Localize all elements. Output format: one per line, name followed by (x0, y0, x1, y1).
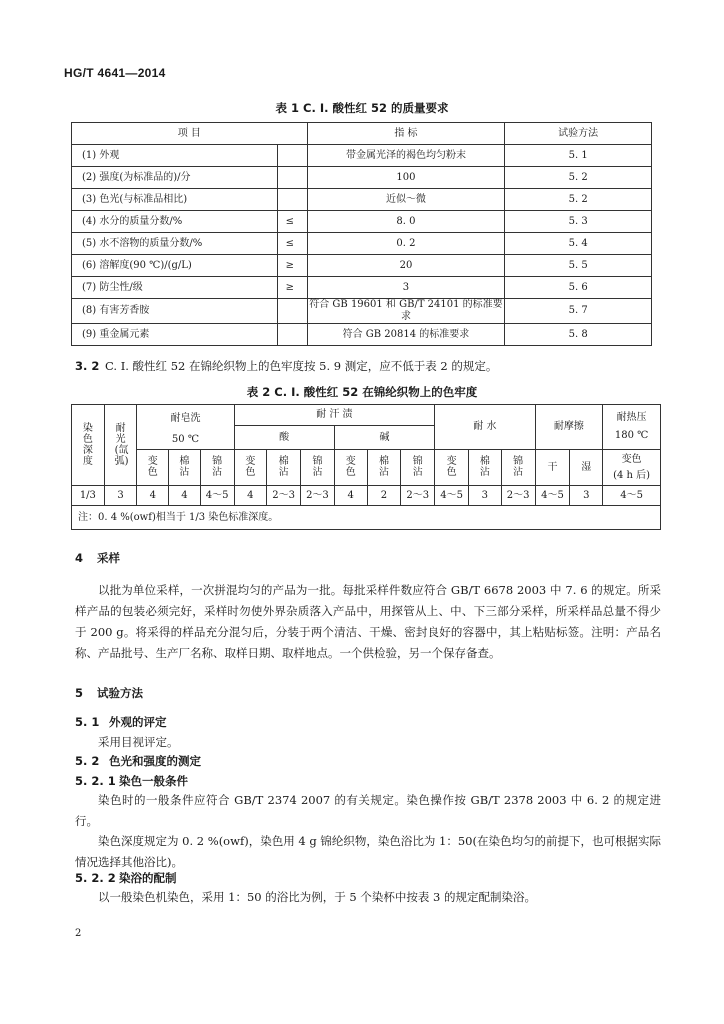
t2-cell: 4 (234, 486, 267, 506)
t2-subheader-heat: 变色 (4 h 后) (603, 450, 661, 486)
page-number: 2 (75, 928, 82, 939)
t2-cell: 2 (367, 486, 401, 506)
section-4-body: 以批为单位采样，一次拼混均匀的产品为一批。每批采样件数应符合 GB/T 6678 2003 中 7. 6 的规定。所采样产品的包装必须完好，采样时勿使外界杂质落入产品中，用探管从上、中、下三部分采样，所采样品总量不得少于 200 g。将采得的样品充分混匀后，分装于两个清洁、干燥、密封良好的容器中，其上粘贴标签。注明：产品名称、产品批号、生产厂名称、取样日期、取样地点。一个供检验，另一个保存备查。 (75, 583, 661, 660)
t2-subheader: 锦沾 (301, 450, 335, 486)
table1-test-method: 5. 2 (505, 167, 652, 189)
section-5-2-1-body-a: 染色时的一般条件应符合 GB/T 2374 2007 的有关规定。染色操作按 GB/T 2378 2003 中 6. 2 的规定进行。 (75, 793, 661, 828)
t2-subheader: 干 (535, 450, 570, 486)
t2-note: 注：0. 4 %(owf)相当于 1/3 染色标准深度。 (72, 506, 661, 530)
table1-row (72, 145, 652, 167)
table1-caption: 表 1 C. I. 酸性红 52 的质量要求 (275, 101, 449, 115)
table1-header-method: 试验方法 (505, 123, 652, 145)
table1-item: (2) 强度(为标准品的)/分 (72, 167, 278, 189)
t2-cell: 4～5 (603, 486, 661, 506)
table1-item: (9) 重金属元素 (72, 324, 278, 346)
table1-item: (3) 色光(与标准品相比) (72, 189, 278, 211)
t2-subheader: 变色 (137, 450, 169, 486)
table1-header-item: 项 目 (72, 123, 308, 145)
section-5-heading: 5 试验方法 (75, 686, 143, 700)
t2-header-alkali: 碱 (334, 426, 434, 450)
table1-item: (7) 防尘性/级 (72, 277, 278, 299)
table1-spec-value: 符合 GB 19601 和 GB/T 24101 的标准要求 (307, 299, 505, 324)
t2-subheader: 变色 (334, 450, 367, 486)
table1-spec-value: 20 (307, 255, 505, 277)
table1-row (72, 233, 652, 255)
standard-number-header: HG/T 4641—2014 (64, 66, 166, 80)
table1-test-method: 5. 5 (505, 255, 652, 277)
table1-limit-symbol (277, 324, 307, 346)
table1-spec-value: 3 (307, 277, 505, 299)
table1-test-method: 5. 1 (505, 145, 652, 167)
t2-header-sweat: 耐 汗 渍 (234, 405, 435, 426)
table1-limit-symbol: ≤ (277, 211, 307, 233)
table1-limit-symbol: ≤ (277, 233, 307, 255)
table1-limit-symbol: ≥ (277, 255, 307, 277)
section-5-2-heading: 5. 2 色光和强度的测定 (75, 754, 201, 768)
t2-header-acid: 酸 (234, 426, 334, 450)
t2-cell: 4～5 (200, 486, 234, 506)
t2-cell: 4 (137, 486, 169, 506)
t2-cell: 4～5 (535, 486, 570, 506)
table1-test-method: 5. 4 (505, 233, 652, 255)
table1-row (72, 189, 652, 211)
table1-row (72, 299, 652, 324)
table1-item: (4) 水分的质量分数/% (72, 211, 278, 233)
table1-spec-value: 符合 GB 20814 的标准要求 (307, 324, 505, 346)
t2-header-rub: 耐摩擦 (535, 405, 603, 450)
section-5-1-body: 采用目视评定。 (98, 735, 179, 749)
table1-limit-symbol (277, 189, 307, 211)
table1-test-method: 5. 3 (505, 211, 652, 233)
table1-item: (8) 有害芳香胺 (72, 299, 278, 324)
t2-subheader: 棉沾 (469, 450, 502, 486)
table1-item: (6) 溶解度(90 ℃)/(g/L) (72, 255, 278, 277)
t2-cell: 4 (334, 486, 367, 506)
table1-row (72, 277, 652, 299)
section-5-2-1-heading: 5. 2. 1 染色一般条件 (75, 774, 188, 788)
section-5-2-2-heading: 5. 2. 2 染浴的配制 (75, 871, 177, 885)
t2-cell: 2～3 (501, 486, 535, 506)
t2-subheader: 棉沾 (367, 450, 401, 486)
table1-test-method: 5. 7 (505, 299, 652, 324)
table1-limit-symbol: ≥ (277, 277, 307, 299)
t2-cell: 4～5 (435, 486, 469, 506)
table1-spec-value: 近似～微 (307, 189, 505, 211)
table1 (71, 122, 652, 346)
table1-limit-symbol (277, 299, 307, 324)
table1-limit-symbol (277, 145, 307, 167)
t2-cell: 3 (104, 486, 137, 506)
t2-subheader: 锦沾 (401, 450, 435, 486)
table1-row (72, 255, 652, 277)
table1-item: (1) 外观 (72, 145, 278, 167)
clause-text: C. I. 酸性红 52 在锦纶织物上的色牢度按 5. 9 测定，应不低于表 2 的规定。 (105, 359, 498, 373)
section-5-2-2-body: 以一般染色机染色，采用 1：50 的浴比为例，于 5 个染杯中按表 3 的规定配制染浴。 (98, 890, 537, 904)
table1-row (72, 167, 652, 189)
t2-subheader: 棉沾 (169, 450, 201, 486)
section-5-2-1-body-b: 染色深度规定为 0. 2 %(owf)，染色用 4 g 锦纶织物，染色浴比为 1：50(在染色均匀的前提下，也可根据实际情况选择其他浴比)。 (75, 834, 661, 869)
table1-spec-value: 带金属光泽的褐色均匀粉末 (307, 145, 505, 167)
clause-number: 3. 2 (75, 359, 100, 373)
table1-row (72, 324, 652, 346)
t2-subheader: 棉沾 (267, 450, 301, 486)
table1-spec-value: 100 (307, 167, 505, 189)
t2-subheader: 变色 (234, 450, 267, 486)
table1-limit-symbol (277, 167, 307, 189)
table1-row (72, 211, 652, 233)
table1-spec-value: 8. 0 (307, 211, 505, 233)
section-5-1-heading: 5. 1 外观的评定 (75, 715, 167, 729)
table1-item: (5) 水不溶物的质量分数/% (72, 233, 278, 255)
t2-cell: 2～3 (301, 486, 335, 506)
t2-header-light: 耐光(氙弧) (104, 405, 137, 486)
t2-cell: 4 (169, 486, 201, 506)
t2-subheader: 锦沾 (200, 450, 234, 486)
t2-header-heat: 耐热压 180 ℃ (603, 405, 661, 450)
t2-cell: 3 (570, 486, 603, 506)
table1-test-method: 5. 2 (505, 189, 652, 211)
t2-header-depth: 染色深度 (72, 405, 105, 486)
table2 (71, 404, 661, 530)
t2-header-wash: 耐皂洗 50 ℃ (137, 405, 234, 450)
t2-cell: 2～3 (267, 486, 301, 506)
t2-subheader: 湿 (570, 450, 603, 486)
t2-cell: 2～3 (401, 486, 435, 506)
t2-cell: 3 (469, 486, 502, 506)
t2-subheader: 锦沾 (501, 450, 535, 486)
t2-cell: 1/3 (72, 486, 105, 506)
table1-test-method: 5. 8 (505, 324, 652, 346)
table1-test-method: 5. 6 (505, 277, 652, 299)
table1-header-spec: 指 标 (307, 123, 505, 145)
clause-3-2 (75, 356, 675, 377)
t2-header-water: 耐 水 (435, 405, 535, 450)
table2-caption: 表 2 C. I. 酸性红 52 在锦纶织物上的色牢度 (246, 385, 478, 399)
section-4-heading: 4 采样 (75, 551, 120, 565)
table1-spec-value: 0. 2 (307, 233, 505, 255)
t2-subheader: 变色 (435, 450, 469, 486)
